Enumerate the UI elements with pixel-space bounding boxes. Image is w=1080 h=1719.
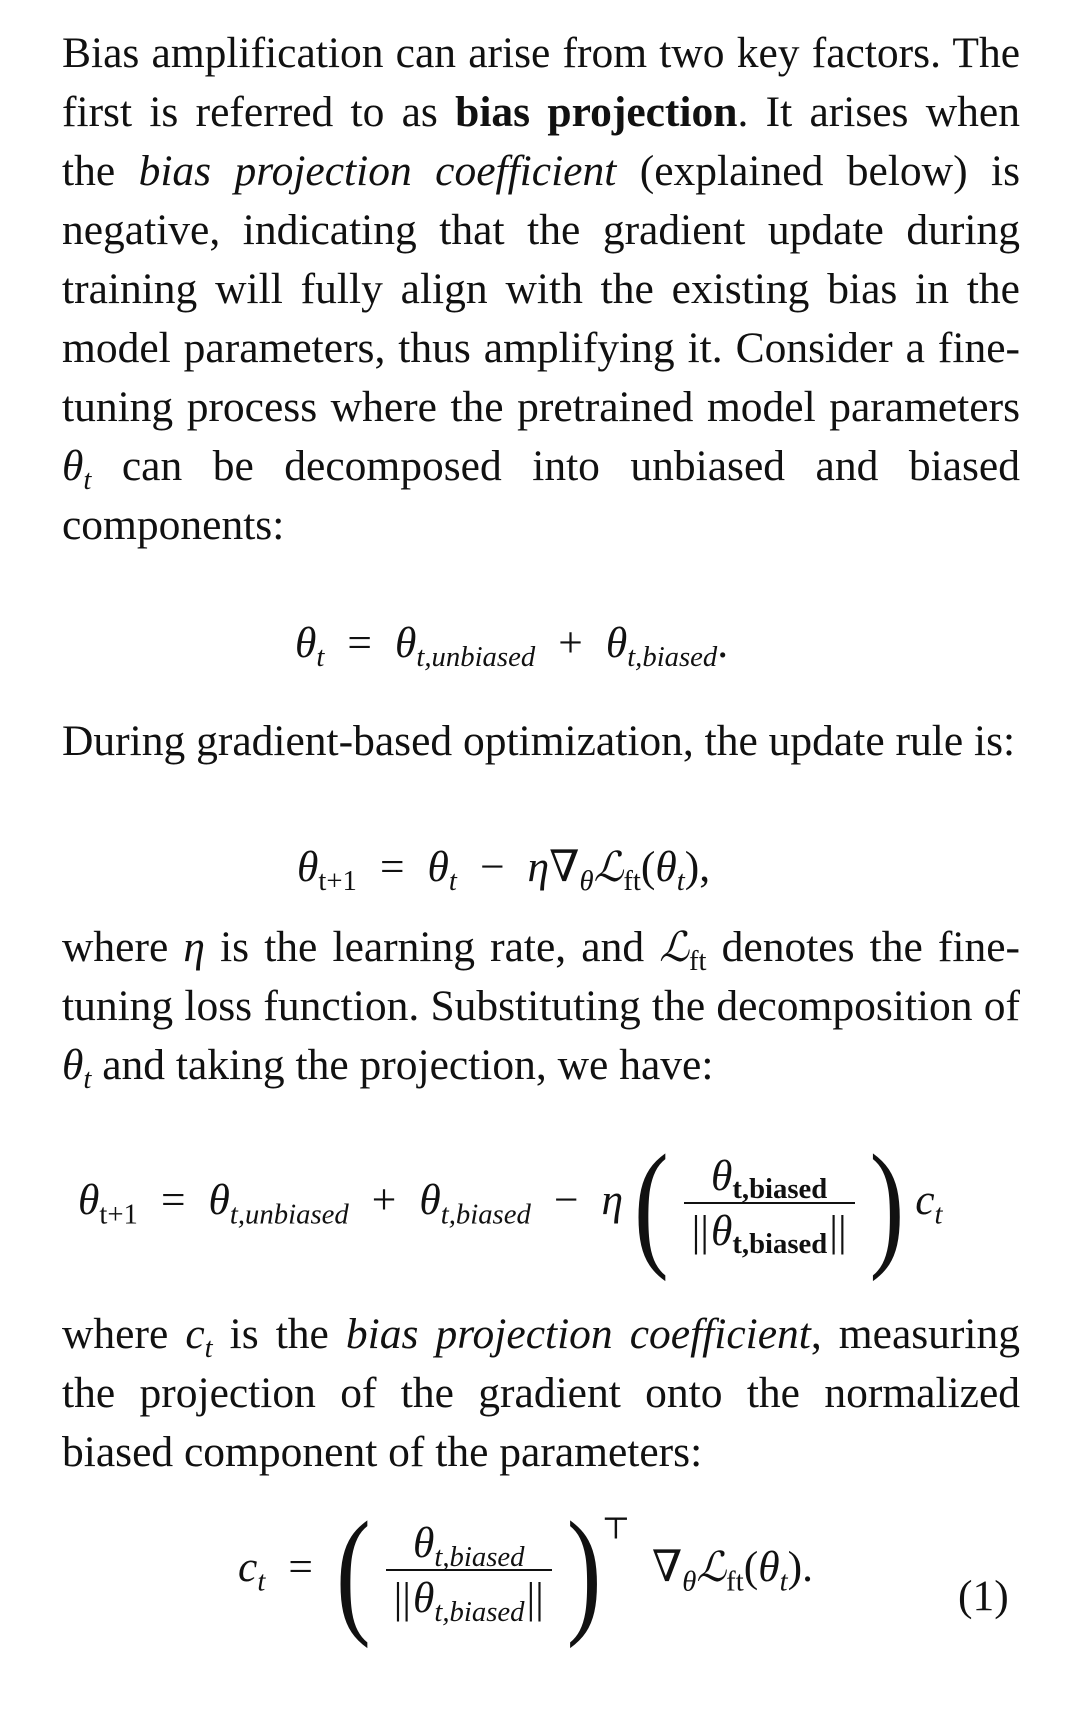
- equation-projected-update: $\theta_{t+1} = \theta_{t,unbiased} + \theta_{t,biased} - \eta$ ( $\frac{\text{θt,biased}}{\text{||θt,biased||}}$ ) $c_t$: [78, 1125, 943, 1283]
- text-run: (explained below) is negative, indicating that the gradient update during training will fully align with the existing bias in the model parameters, thus amplifying it. Consider a fine-tuning process where the pretrained model parameters: [62, 147, 1020, 431]
- transpose-symbol: ⊤: [601, 1511, 631, 1546]
- text-run: is the learning rate, and: [204, 923, 660, 971]
- paragraph-bias-projection-intro: [62, 24, 1020, 555]
- inline-math-c-t: $c_t$: [185, 1310, 213, 1365]
- equation-update-rule: $\theta_{t+1} = \theta_t$ − $\eta\nabla_\theta ℒ_{ft}(\theta_t)$,: [297, 843, 711, 898]
- italic-term-bias-projection-coefficient: bias projection coefficient: [345, 1310, 811, 1358]
- text-run: , measuring the projection of the gradient onto the normalized biased component of the parameters:: [62, 1310, 1020, 1476]
- text-run: Bias amplification can arise from two key factors. The first is referred to as: [62, 29, 1020, 136]
- text-run: where: [62, 1310, 186, 1358]
- inline-math-loss-ft: ℒ$_{ft}$: [659, 923, 707, 978]
- paragraph-update-rule-intro: During gradient-based optimization, the update rule is:: [62, 717, 1016, 765]
- text-run: . It arises when the: [62, 88, 1020, 195]
- bold-term-bias-projection: bias projection: [455, 88, 738, 136]
- text-run: where: [62, 923, 184, 971]
- italic-term-bias-projection-coefficient: bias projection coefficient: [138, 147, 617, 195]
- inline-math-eta: η: [183, 923, 205, 971]
- fraction-normalized-biased: $\frac{\text{θt,biased}}{\text{||θt,biased||}}$: [684, 1155, 855, 1254]
- left-paren: (: [633, 1125, 669, 1283]
- equation-decomposition: $\theta_t = \theta_{t,unbiased} + \theta_{t,biased}$.: [295, 619, 729, 674]
- equation-number: (1): [958, 1572, 1009, 1620]
- equation-bias-projection-coefficient: $c_t$ = ( $\frac{\theta_{t,biased}}{||\theta_{t,biased}||}$ )⊤ $\nabla_\theta ℒ_{ft}(\theta_t)$.: [238, 1492, 813, 1650]
- inline-math-theta-t: $\theta_t$: [62, 1041, 92, 1096]
- text-run: can be decomposed into unbiased and biased components:: [62, 442, 1020, 549]
- text-run: and taking the projection, we have:: [91, 1041, 714, 1089]
- paragraph-substitution: [62, 918, 1020, 1095]
- right-paren: ): [566, 1492, 602, 1650]
- text-run: is the: [212, 1310, 346, 1358]
- fraction-normalized-biased: $\frac{\theta_{t,biased}}{||\theta_{t,biased}||}$: [386, 1522, 552, 1621]
- inline-math-theta-t: $\theta_t$: [62, 442, 92, 497]
- text-run: denotes the fine-tuning loss function. Substituting the decomposition of: [62, 923, 1021, 1030]
- left-paren: (: [335, 1492, 371, 1650]
- right-paren: ): [869, 1125, 905, 1283]
- paragraph-coefficient-definition: [62, 1305, 1020, 1482]
